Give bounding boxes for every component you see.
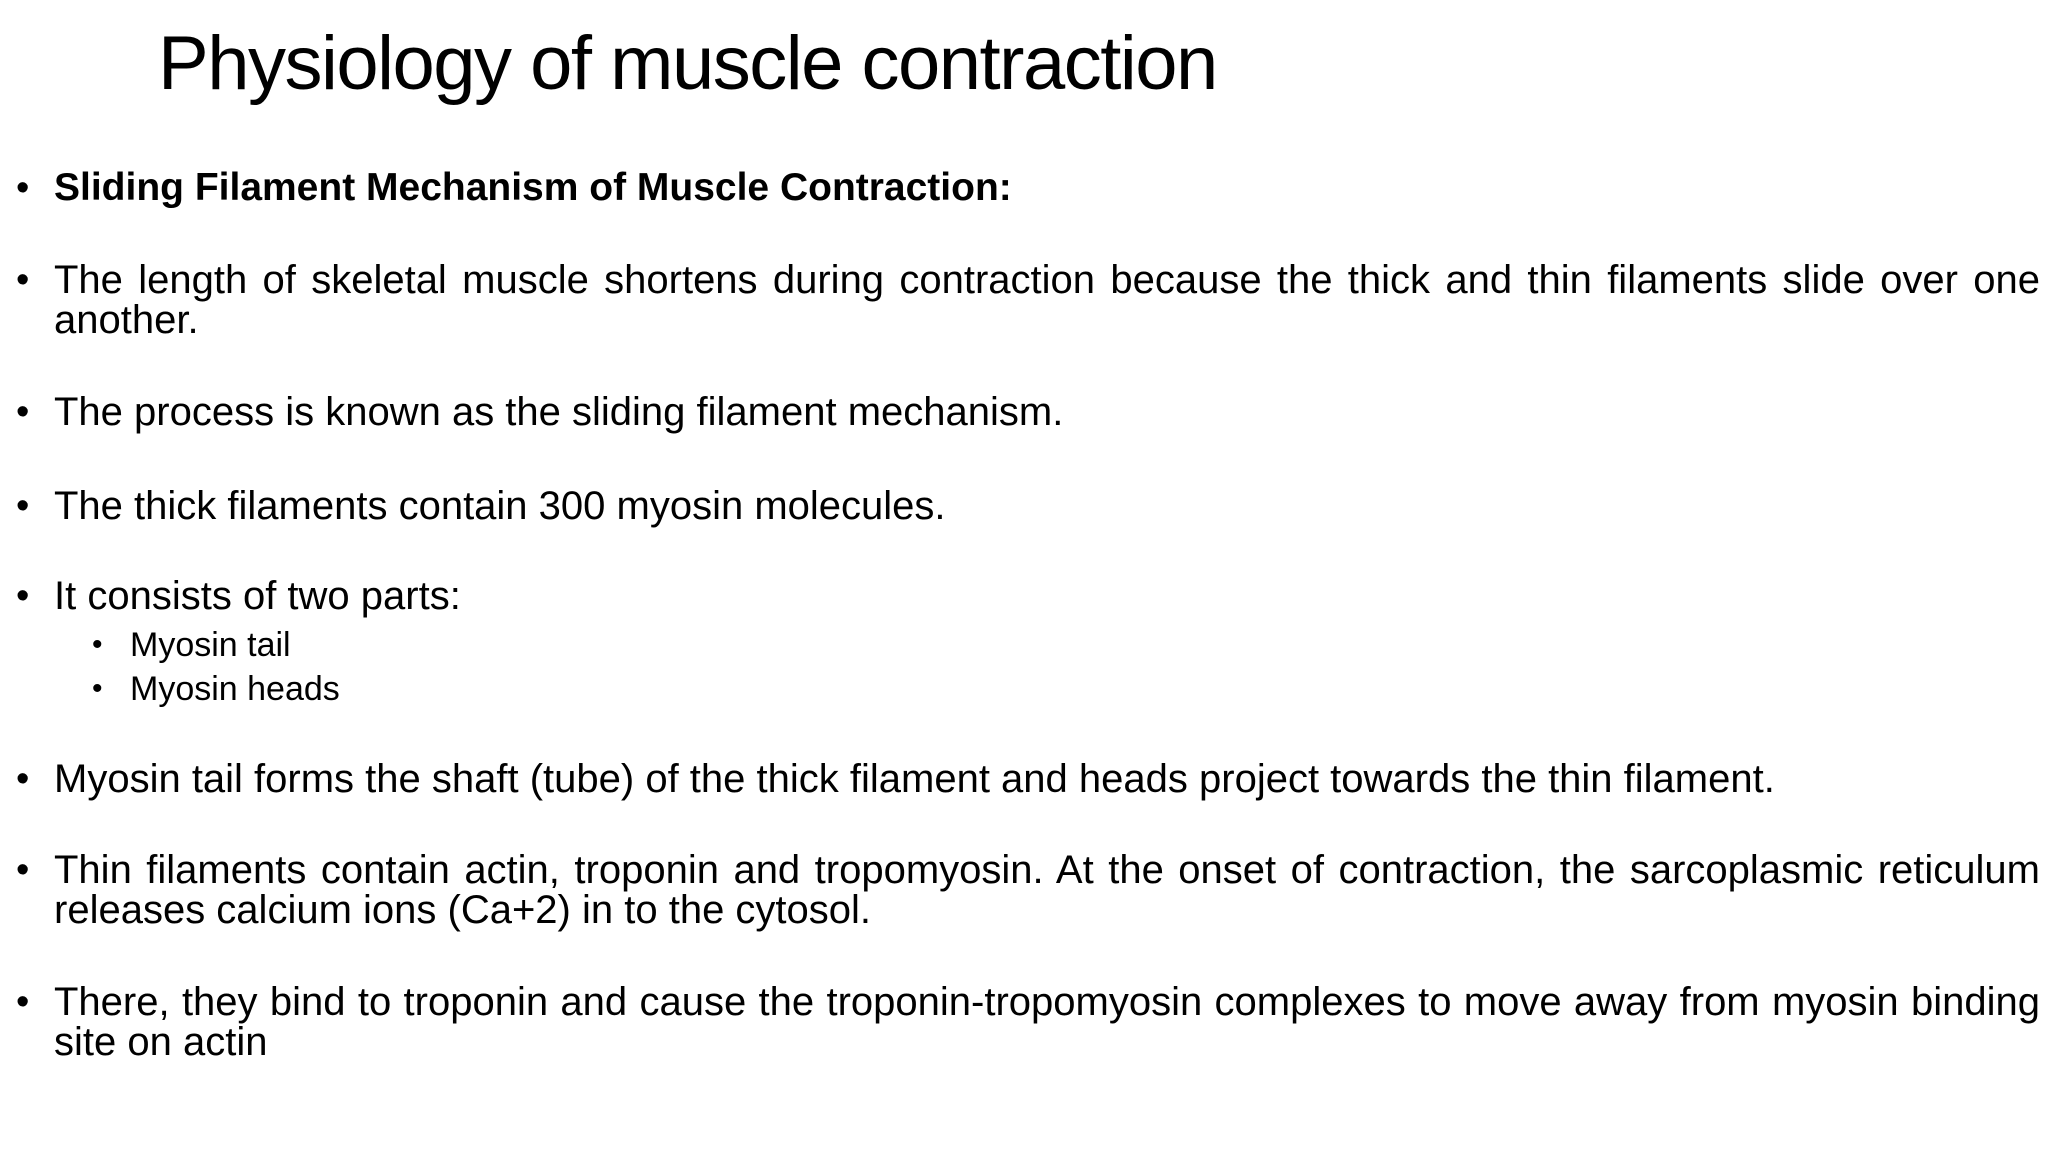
- sub-bullet-item: [92, 671, 692, 707]
- sub-bullet-text: Myosin heads: [130, 670, 340, 708]
- sub-bullet-item: [92, 627, 692, 663]
- bullet-item: [16, 759, 2040, 799]
- sub-bullet-marker: •: [92, 628, 103, 661]
- bullet-marker: •: [16, 758, 30, 800]
- bullet-item: [16, 576, 2040, 616]
- bullet-marker: •: [16, 485, 30, 527]
- bullet-marker: •: [16, 391, 30, 433]
- bullet-text: There, they bind to troponin and cause the troponin-tropomyosin complexes to move away from myosin binding site on actin: [54, 980, 2040, 1064]
- bullet-text: Thin filaments contain actin, troponin and tropomyosin. At the onset of contraction, the sarcoplasmic reticulum releases calcium ions (Ca+2) in to the cytosol.: [54, 848, 2040, 932]
- bullet-marker: •: [16, 849, 30, 891]
- bullet-item: [16, 260, 2040, 340]
- bullet-text: It consists of two parts:: [54, 574, 461, 618]
- bullet-text: Sliding Filament Mechanism of Muscle Contraction:: [54, 166, 1012, 209]
- sub-bullet-marker: •: [92, 672, 103, 705]
- bullet-item: [16, 982, 2040, 1062]
- bullet-marker: •: [16, 981, 30, 1023]
- bullet-item: [16, 486, 2040, 526]
- bullet-text: Myosin tail forms the shaft (tube) of the thick filament and heads project towards the thin filament.: [54, 757, 1775, 801]
- bullet-text: The thick filaments contain 300 myosin molecules.: [54, 484, 946, 528]
- bullet-item-heading: [16, 168, 2040, 208]
- slide-title: Physiology of muscle contraction: [158, 21, 1217, 106]
- bullet-marker: •: [16, 167, 30, 209]
- bullet-marker: •: [16, 575, 30, 617]
- bullet-marker: •: [16, 259, 30, 301]
- bullet-text: The process is known as the sliding filament mechanism.: [54, 390, 1064, 434]
- bullet-item: [16, 850, 2040, 930]
- bullet-list: [16, 0, 2040, 1152]
- sub-bullet-text: Myosin tail: [130, 626, 291, 664]
- bullet-text: The length of skeletal muscle shortens during contraction because the thick and thin filaments slide over one another.: [54, 258, 2040, 342]
- bullet-item: [16, 392, 2040, 432]
